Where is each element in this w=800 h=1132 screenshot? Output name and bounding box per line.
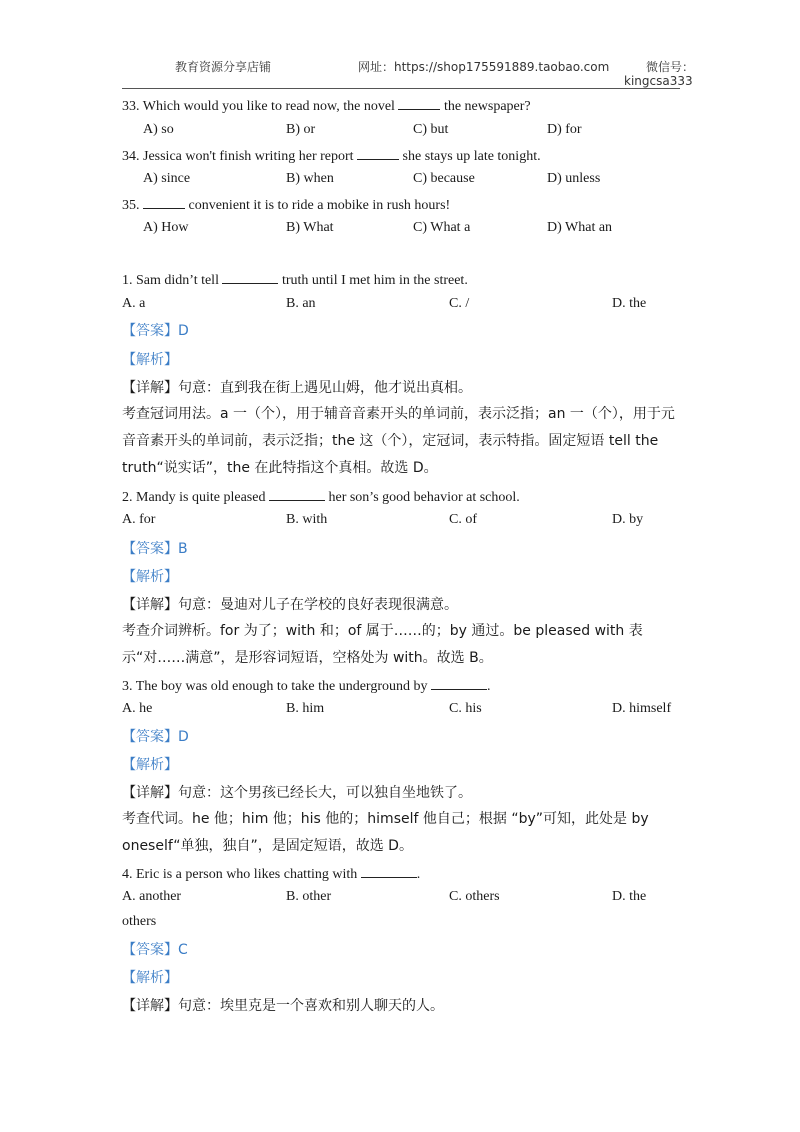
explanation-text: 考查代词。he 他；him 他；his 他的；himself 他自己；根据 “by”可知，此处是 by oneself“单独，独自”，是固定短语，故选 D。 <box>122 811 649 854</box>
option: B) when <box>286 171 334 186</box>
answer-blank <box>143 196 185 209</box>
question-34-stem: 34. Jessica won't finish writing her report she stays up late tonight. <box>122 149 541 164</box>
option: D) for <box>547 122 582 137</box>
answer-blank <box>269 488 325 501</box>
solution-1-stem: 1. Sam didn’t tell truth until I met him in the street. <box>122 273 468 288</box>
explanation-text: 考查冠词用法。a 一（个），用于辅音音素开头的单词前，表示泛指；an 一（个），用于元音音素开头的单词前，表示泛指；the 这（个），定冠词，表示特指。固定短语 tell the truth“说实话”，the 在此特指这个真相。故选 D。 <box>122 406 675 476</box>
option: A) since <box>143 171 191 186</box>
option: C) but <box>413 122 449 137</box>
answer-blank <box>398 97 440 110</box>
question-33-stem: 33. Which would you like to read now, the novel the newspaper? <box>122 99 531 114</box>
option: B) or <box>286 122 316 137</box>
option: A) so <box>143 122 174 137</box>
option: A. a <box>122 296 146 311</box>
solution-4-stem: 4. Eric is a person who likes chatting with . <box>122 867 421 882</box>
option: A) How <box>143 220 189 235</box>
page-header <box>0 0 800 90</box>
answer-label: 【答案】D <box>122 729 189 745</box>
analysis-label: 【解析】 <box>122 352 178 368</box>
analysis-label: 【解析】 <box>122 757 178 773</box>
option: B. with <box>286 512 328 527</box>
answer-label: 【答案】C <box>122 942 188 958</box>
answer-label: 【答案】B <box>122 541 188 557</box>
option: C. his <box>449 701 482 716</box>
option: B) What <box>286 220 334 235</box>
header-shop-name: 教育资源分享店铺 <box>175 60 272 74</box>
option: B. him <box>286 701 325 716</box>
option-wrap: others <box>122 914 157 929</box>
option: B. an <box>286 296 316 311</box>
option: D. the <box>612 296 647 311</box>
option: D) unless <box>547 171 601 186</box>
detail-text: 【详解】句意：这个男孩已经长大，可以独自坐地铁了。 <box>122 785 472 801</box>
answer-blank <box>222 271 278 284</box>
option: C. of <box>449 512 477 527</box>
option: D) What an <box>547 220 613 235</box>
option: C) What a <box>413 220 471 235</box>
question-35-stem: 35. convenient it is to ride a mobike in rush hours! <box>122 198 451 213</box>
header-wechat-label: 微信号： <box>646 60 695 74</box>
analysis-label: 【解析】 <box>122 970 178 986</box>
header-url: 网址：https://shop175591889.taobao.com <box>358 60 610 74</box>
option: D. himself <box>612 701 672 716</box>
answer-label: 【答案】D <box>122 323 189 339</box>
option: A. another <box>122 889 182 904</box>
solution-3-stem: 3. The boy was old enough to take the underground by . <box>122 679 491 694</box>
option: C. / <box>449 296 470 311</box>
header-wechat-id: kingcsa333 <box>624 74 693 88</box>
option: A. he <box>122 701 153 716</box>
header-divider <box>122 88 680 89</box>
detail-text: 【详解】句意：曼迪对儿子在学校的良好表现很满意。 <box>122 597 458 613</box>
detail-text: 【详解】句意：埃里克是一个喜欢和别人聊天的人。 <box>122 998 444 1014</box>
option: A. for <box>122 512 156 527</box>
detail-text: 【详解】句意：直到我在街上遇见山姆，他才说出真相。 <box>122 380 472 396</box>
option: D. the <box>612 889 647 904</box>
option: D. by <box>612 512 644 527</box>
explanation-text: 考查介词辨析。for 为了；with 和；of 属于……的；by 通过。be pleased with 表示“对……满意”，是形容词短语，空格处为 with。故选 B。 <box>122 623 643 666</box>
answer-blank <box>431 677 487 690</box>
option: C. others <box>449 889 500 904</box>
option: B. other <box>286 889 332 904</box>
solution-2-stem: 2. Mandy is quite pleased her son’s good behavior at school. <box>122 490 520 505</box>
option: C) because <box>413 171 475 186</box>
answer-blank <box>357 147 399 160</box>
analysis-label: 【解析】 <box>122 569 178 585</box>
answer-blank <box>361 865 417 878</box>
